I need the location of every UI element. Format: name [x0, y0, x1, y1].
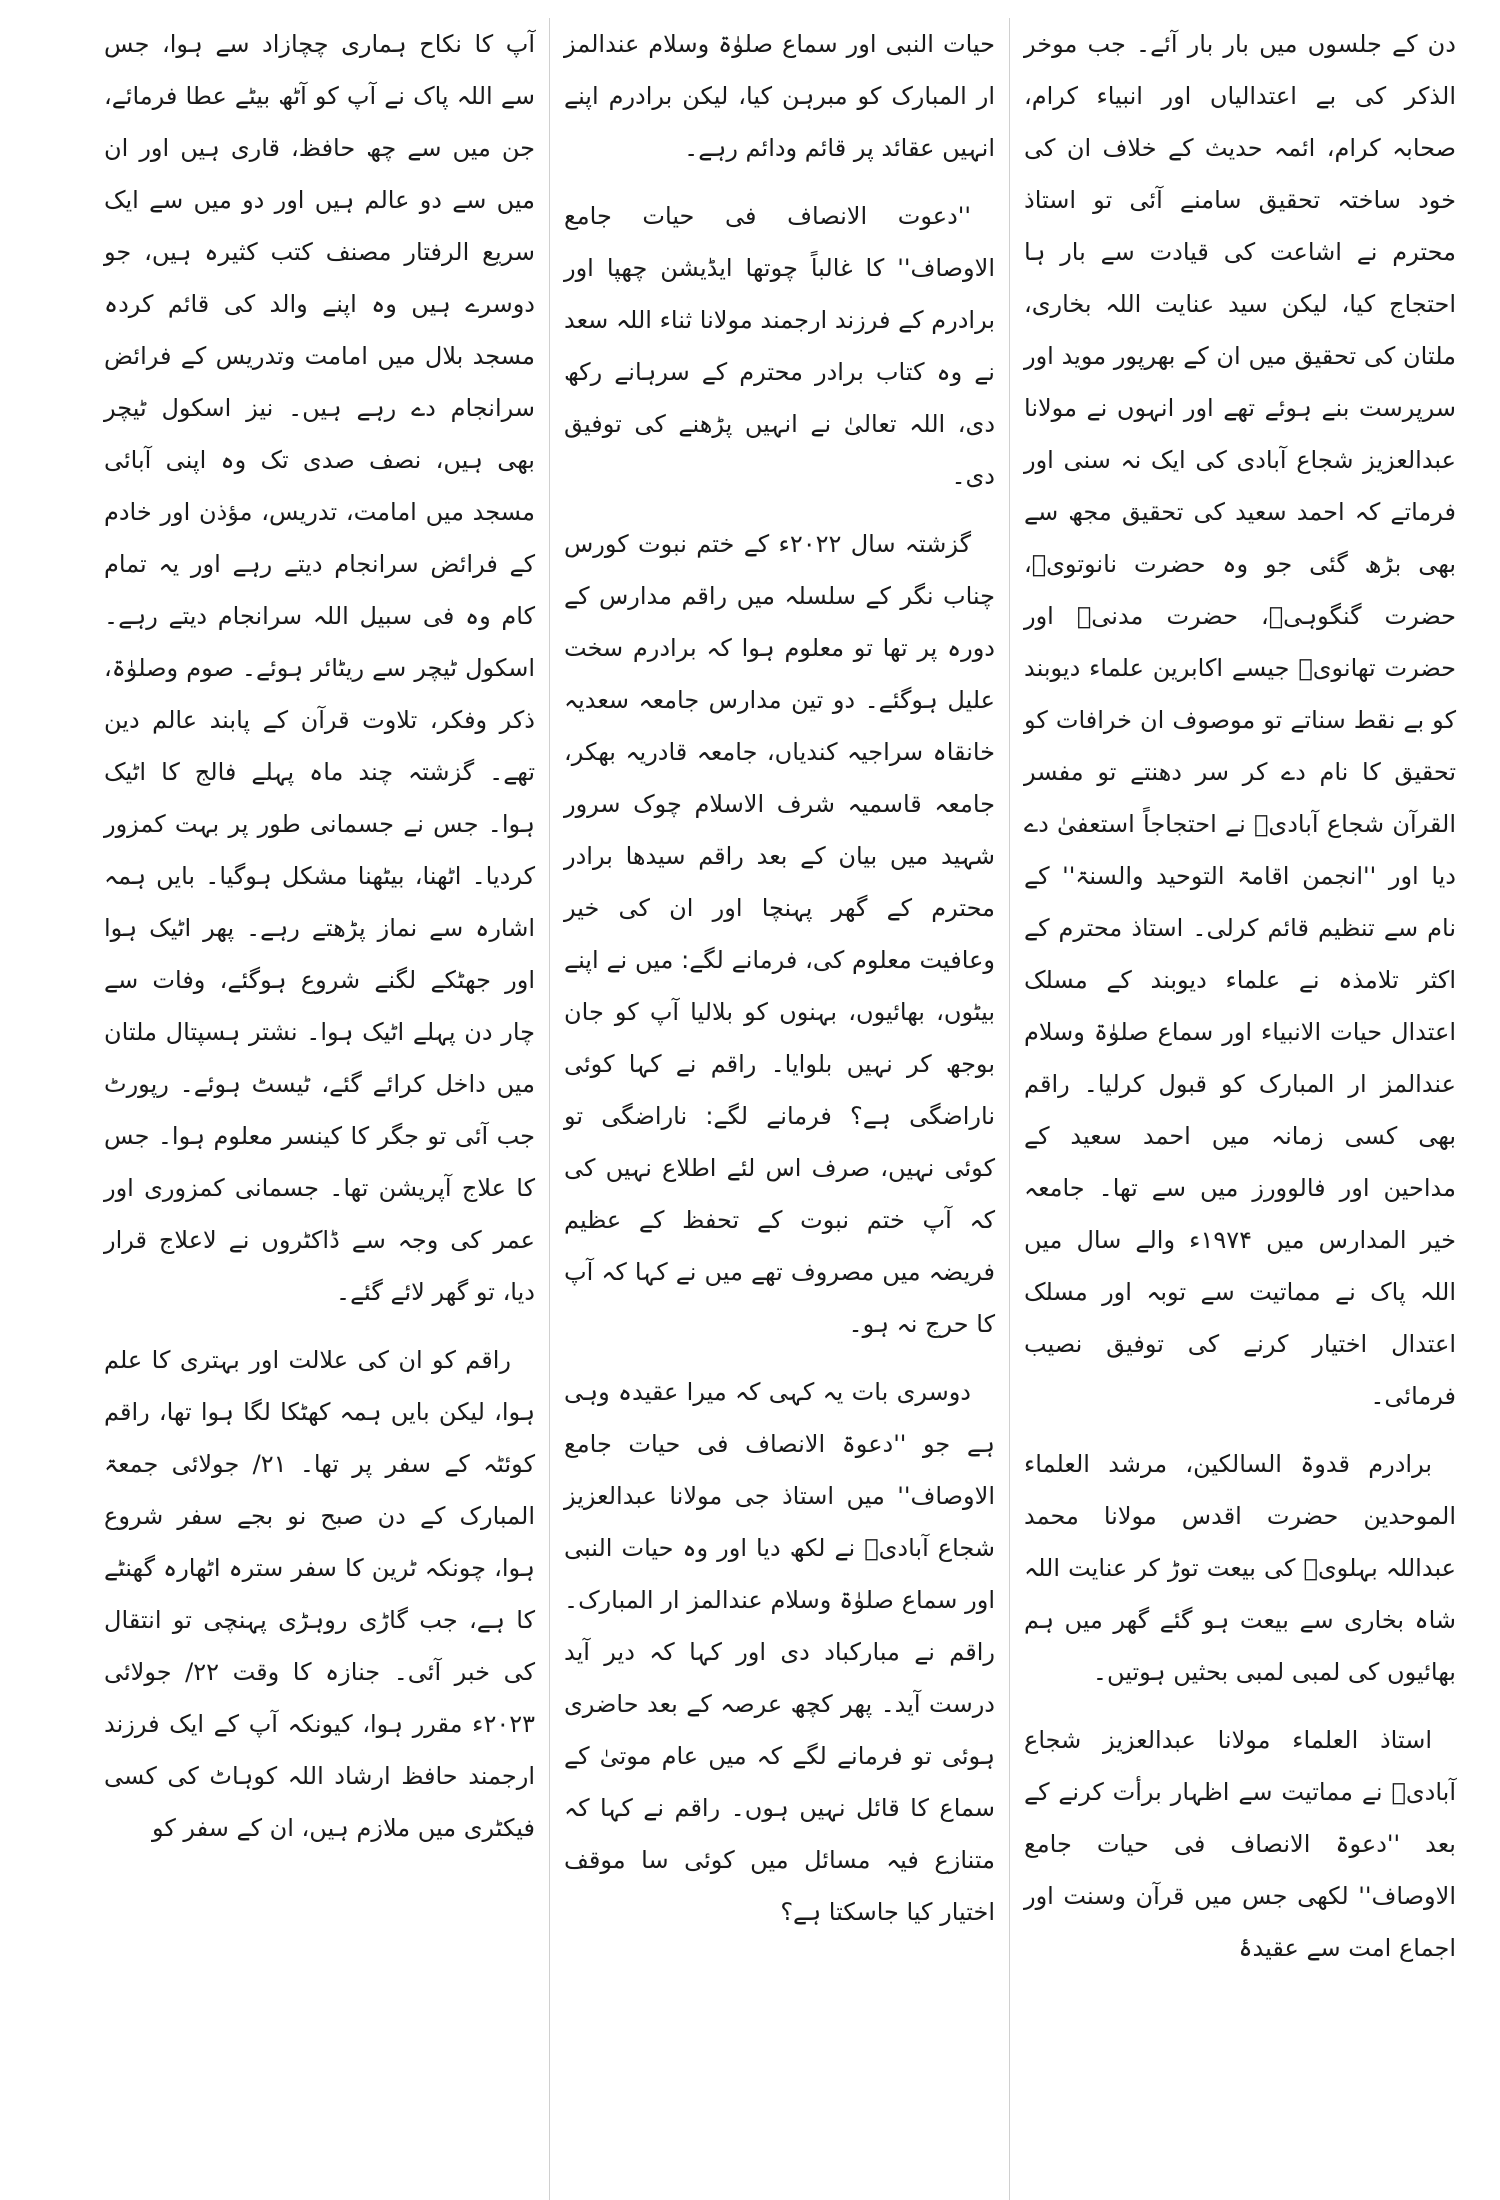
column-left [90, 18, 550, 2200]
paragraph: راقم کو ان کی علالت اور بہتری کا علم ہوا، لیکن بایں ہمہ کھٹکا لگا ہوا تھا، راقم کوئٹہ کے سفر پر تھا۔ ۲۱/ جولائی جمعۃ المبارک کے دن صبح نو بجے سفر شروع ہوا، چونکہ ٹرین کا سفر سترہ اٹھارہ گھنٹے کا ہے، جب گاڑی روہڑی پہنچی تو انتقال کی خبر آئی۔ جنازہ کا وقت ۲۲/ جولائی ۲۰۲۳ء مقرر ہوا، کیونکہ آپ کے ایک فرزند ارجمند حافظ ارشاد اللہ کوہاٹ کی کسی فیکٹری میں ملازم ہیں، ان کے سفر کو [104, 1346, 535, 1842]
paragraph: گزشتہ سال ۲۰۲۲ء کے ختم نبوت کورس چناب نگر کے سلسلہ میں راقم مدارس کے دورہ پر تھا تو معلوم ہوا کہ برادرم سخت علیل ہوگئے۔ دو تین مدارس جامعہ سعدیہ خانقاہ سراجیہ کندیاں، جامعہ قادریہ بھکر، جامعہ قاسمیہ شرف الاسلام چوک سرور شہید میں بیان کے بعد راقم سیدھا برادر محترم کے گھر پہنچا اور ان کی خیر وعافیت معلوم کی، فرمانے لگے: میں نے اپنے بیٹوں، بھائیوں، بہنوں کو بلالیا آپ کو جان بوجھ کر نہیں بلوایا۔ راقم نے کہا کوئی ناراضگی ہے؟ فرمانے لگے: ناراضگی تو کوئی نہیں، صرف اس لئے اطلاع نہیں کی کہ آپ ختم نبوت کے تحفظ کے عظیم فریضہ میں مصروف تھے میں نے کہا کہ آپ کا حرج نہ ہو۔ [564, 530, 995, 1338]
paragraph: آپ کا نکاح ہماری چچازاد سے ہوا، جس سے اللہ پاک نے آپ کو آٹھ بیٹے عطا فرمائے، جن میں سے چھ حافظ، قاری ہیں اور ان میں سے دو عالم ہیں اور دو میں سے ایک سریع الرفتار مصنف کتب کثیرہ ہیں، جو دوسرے ہیں وہ اپنے والد کی قائم کردہ مسجد بلال میں امامت وتدریس کے فرائض سرانجام دے رہے ہیں۔ نیز اسکول ٹیچر بھی ہیں، نصف صدی تک وہ اپنی آبائی مسجد میں امامت، تدریس، مؤذن اور خادم کے فرائض سرانجام دیتے رہے اور یہ تمام کام وہ فی سبیل اللہ سرانجام دیتے رہے۔ اسکول ٹیچر سے ریٹائر ہوئے۔ صوم وصلوٰۃ، ذکر وفکر، تلاوت قرآن کے پابند عالم دین تھے۔ گزشتہ چند ماہ پہلے فالج کا اٹیک ہوا۔ جس نے جسمانی طور پر بہت کمزور کردیا۔ اٹھنا، بیٹھنا مشکل ہوگیا۔ بایں ہمہ اشارہ سے نماز پڑھتے رہے۔ پھر اٹیک ہوا اور جھٹکے لگنے شروع ہوگئے، وفات سے چار دن پہلے اٹیک ہوا۔ نشتر ہسپتال ملتان میں داخل کرائے گئے، ٹیسٹ ہوئے۔ رپورٹ جب آئی تو جگر کا کینسر معلوم ہوا۔ جس کا علاج آپریشن تھا۔ جسمانی کمزوری اور عمر کی وجہ سے ڈاکٹروں نے لاعلاج قرار دیا، تو گھر لائے گئے۔ [104, 30, 535, 1306]
paragraph: ''دعوت الانصاف فی حیات جامع الاوصاف'' کا غالباً چوتھا ایڈیشن چھپا اور برادرم کے فرزند ارجمند مولانا ثناء اللہ سعد نے وہ کتاب برادر محترم کے سرہانے رکھ دی، اللہ تعالیٰ نے انہیں پڑھنے کی توفیق دی۔ [564, 202, 995, 490]
column-right [1010, 18, 1470, 2200]
paragraph: استاذ العلماء مولانا عبدالعزیز شجاع آبادیؒ نے مماتیت سے اظہار برأت کرنے کے بعد ''دعوۃ الانصاف فی حیات جامع الاوصاف'' لکھی جس میں قرآن وسنت اور اجماع امت سے عقیدۂ [1024, 1726, 1456, 1962]
column-middle [550, 18, 1010, 2200]
paragraph: حیات النبی اور سماع صلوٰۃ وسلام عندالمز ار المبارک کو مبرہن کیا، لیکن برادرم اپنے انہیں عقائد پر قائم ودائم رہے۔ [564, 30, 995, 162]
paragraph: دن کے جلسوں میں بار بار آئے۔ جب موخر الذکر کی بے اعتدالیاں اور انبیاء کرام، صحابہ کرام، ائمہ حدیث کے خلاف ان کی خود ساختہ تحقیق سامنے آئی تو استاذ محترم نے اشاعت کی قیادت سے بار ہا احتجاج کیا، لیکن سید عنایت اللہ بخاری، ملتان کی تحقیق میں ان کے بھرپور موید اور سرپرست بنے ہوئے تھے اور انہوں نے مولانا عبدالعزیز شجاع آبادی کی ایک نہ سنی اور فرماتے کہ احمد سعید کی تحقیق مجھ سے بھی بڑھ گئی جو وہ حضرت نانوتویؒ، حضرت گنگوہیؒ، حضرت مدنیؒ اور حضرت تھانویؒ جیسے اکابرین علماء دیوبند کو بے نقط سناتے تو موصوف ان خرافات کو تحقیق کا نام دے کر سر دھنتے تو مفسر القرآن شجاع آبادیؒ نے احتجاجاً استعفیٰ دے دیا اور ''انجمن اقامۃ التوحید والسنۃ'' کے نام سے تنظیم قائم کرلی۔ استاذ محترم کے اکثر تلامذہ نے علماء دیوبند کے مسلک اعتدال حیات الانبیاء اور سماع صلوٰۃ وسلام عندالمز ار المبارک کو قبول کرلیا۔ راقم بھی کسی زمانہ میں احمد سعید کے مداحین اور فالوورز میں سے تھا۔ جامعہ خیر المدارس میں ۱۹۷۴ء والے سال میں اللہ پاک نے مماتیت سے توبہ اور مسلک اعتدال اختیار کرنے کی توفیق نصیب فرمائی۔ [1024, 30, 1456, 1410]
paragraph: دوسری بات یہ کہی کہ میرا عقیدہ وہی ہے جو ''دعوۃ الانصاف فی حیات جامع الاوصاف'' میں استاذ جی مولانا عبدالعزیز شجاع آبادیؒ نے لکھ دیا اور وہ حیات النبی اور سماع صلوٰۃ وسلام عندالمز ار المبارک۔ راقم نے مبارکباد دی اور کہا کہ دیر آید درست آید۔ پھر کچھ عرصہ کے بعد حاضری ہوئی تو فرمانے لگے کہ میں عام موتیٰ کے سماع کا قائل نہیں ہوں۔ راقم نے کہا کہ متنازع فیہ مسائل میں کوئی سا موقف اختیار کیا جاسکتا ہے؟ [564, 1378, 995, 1926]
paragraph: برادرم قدوۃ السالکین، مرشد العلماء الموحدین حضرت اقدس مولانا محمد عبداللہ بہلویؒ کی بیعت توڑ کر عنایت اللہ شاہ بخاری سے بیعت ہو گئے گھر میں ہم بھائیوں کی لمبی لمبی بحثیں ہوتیں۔ [1024, 1450, 1456, 1686]
